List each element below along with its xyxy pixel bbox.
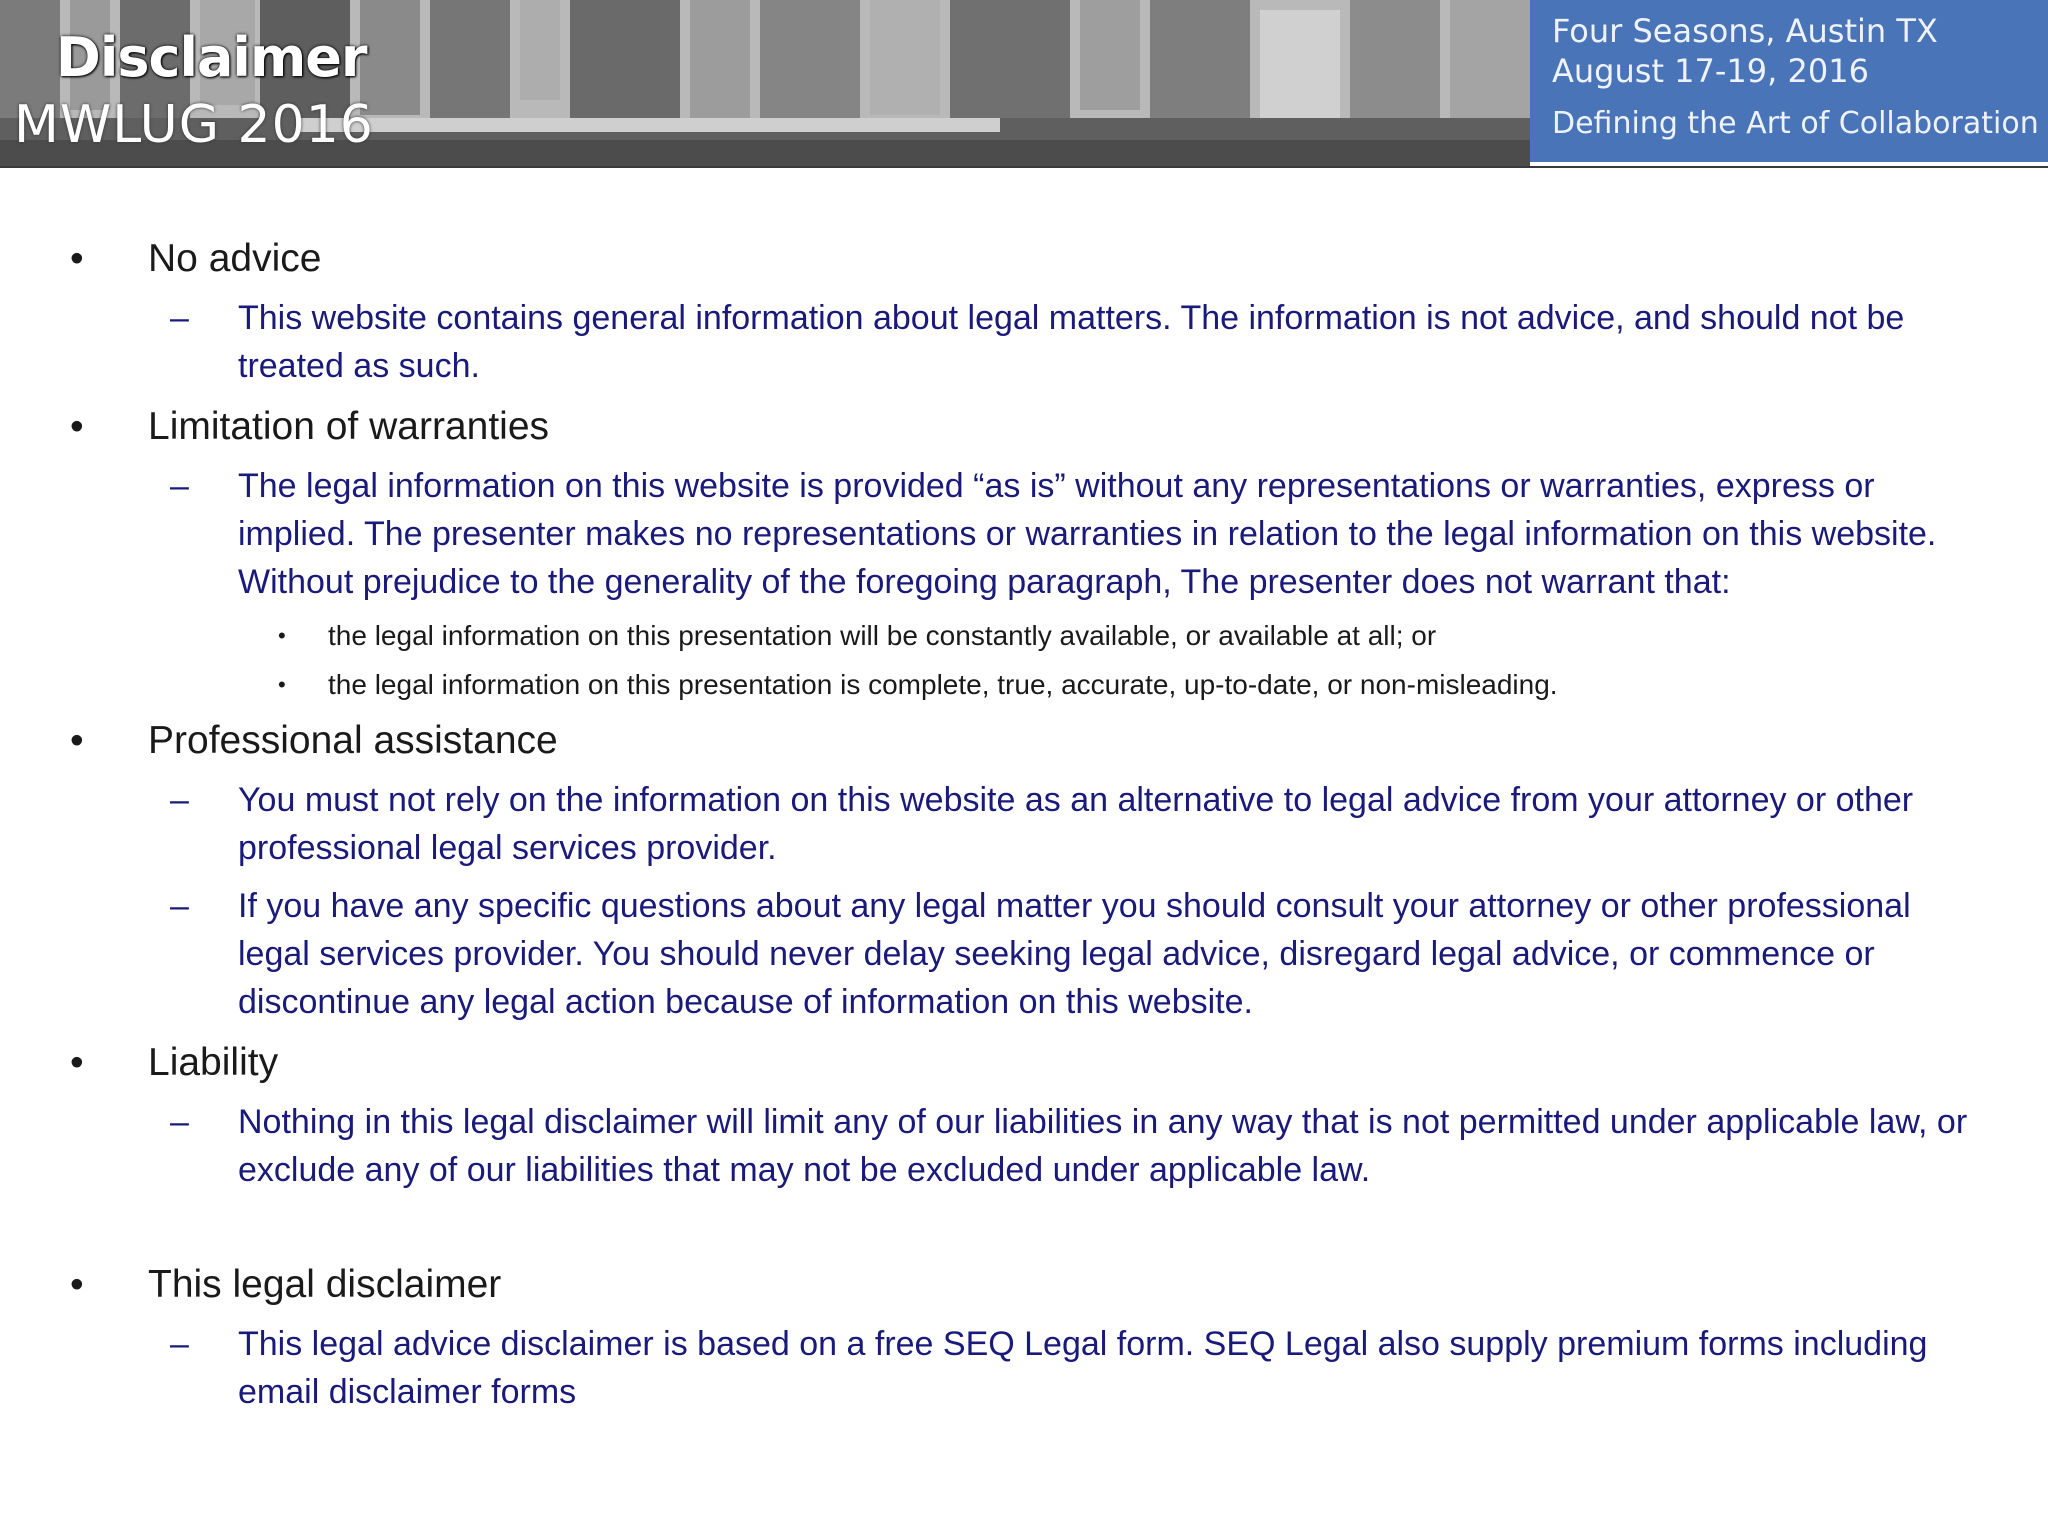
list-item	[0, 882, 2048, 1026]
list-item	[0, 776, 2048, 872]
bullet-icon: •	[70, 1041, 84, 1084]
section-limitation-of-warranties	[0, 400, 2048, 705]
item-text: The legal information on this website is provided “as is” without any representations or warranties, express or implied. The presenter makes no representations or warranties in relation to the legal information on this website. Without prejudice to the generality of the foregoing paragraph, The presenter does not warrant that:	[238, 467, 1937, 601]
section-heading	[0, 1036, 2048, 1090]
header-banner	[0, 0, 2048, 168]
event-dates: August 17-19, 2016	[1552, 52, 1869, 90]
list-item	[0, 1320, 2048, 1416]
bullet-icon: •	[70, 237, 84, 280]
heading-text: Professional assistance	[148, 719, 558, 762]
section-this-legal-disclaimer	[0, 1258, 2048, 1416]
bullet-icon: •	[70, 1263, 84, 1306]
dash-icon: –	[170, 1103, 189, 1141]
section-liability	[0, 1036, 2048, 1194]
sub-item-text: the legal information on this presentation will be constantly available, or available at all; or	[328, 620, 1437, 651]
dash-icon: –	[170, 299, 189, 337]
slide-title: Disclaimer	[56, 26, 367, 89]
heading-text: Limitation of warranties	[148, 405, 550, 448]
sub-list-item	[0, 665, 2048, 705]
dash-icon: –	[170, 1325, 189, 1363]
list-item	[0, 294, 2048, 390]
sub-bullet-icon: •	[278, 623, 286, 648]
heading-text: Liability	[148, 1041, 279, 1084]
event-tagline: Defining the Art of Collaboration	[1552, 106, 2039, 141]
section-heading	[0, 1258, 2048, 1312]
spacer	[0, 1204, 2048, 1258]
heading-text: No advice	[148, 237, 322, 280]
heading-text: This legal disclaimer	[148, 1263, 502, 1306]
event-venue: Four Seasons, Austin TX	[1552, 12, 1938, 50]
section-heading	[0, 232, 2048, 286]
section-heading	[0, 714, 2048, 768]
sub-list-item	[0, 616, 2048, 656]
item-text: If you have any specific questions about any legal matter you should consult your attorney or other professional legal services provider. You should never delay seeking legal advice, disregard legal advice, or commence or discontinue any legal action because of information on this website.	[238, 887, 1911, 1021]
section-heading	[0, 400, 2048, 454]
item-text: This website contains general information about legal matters. The information is not advice, and should not be treated as such.	[238, 299, 1905, 385]
section-professional-assistance	[0, 714, 2048, 1026]
bullet-icon: •	[70, 719, 84, 762]
sub-bullet-icon: •	[278, 672, 286, 697]
item-text: You must not rely on the information on this website as an alternative to legal advice from your attorney or other professional legal services provider.	[238, 781, 1914, 867]
dash-icon: –	[170, 887, 189, 925]
slide-body	[0, 232, 2048, 1426]
bullet-icon: •	[70, 405, 84, 448]
dash-icon: –	[170, 781, 189, 819]
list-item	[0, 462, 2048, 606]
event-name: MWLUG 2016	[14, 95, 374, 155]
item-text: This legal advice disclaimer is based on a free SEQ Legal form. SEQ Legal also supply premium forms including email disclaimer forms	[238, 1325, 1928, 1411]
section-no-advice	[0, 232, 2048, 390]
sub-item-text: the legal information on this presentation is complete, true, accurate, up-to-date, or non-misleading.	[328, 669, 1558, 700]
dash-icon: –	[170, 467, 189, 505]
item-text: Nothing in this legal disclaimer will limit any of our liabilities in any way that is not permitted under applicable law, or exclude any of our liabilities that may not be excluded under applicable law.	[238, 1103, 1968, 1189]
list-item	[0, 1098, 2048, 1194]
